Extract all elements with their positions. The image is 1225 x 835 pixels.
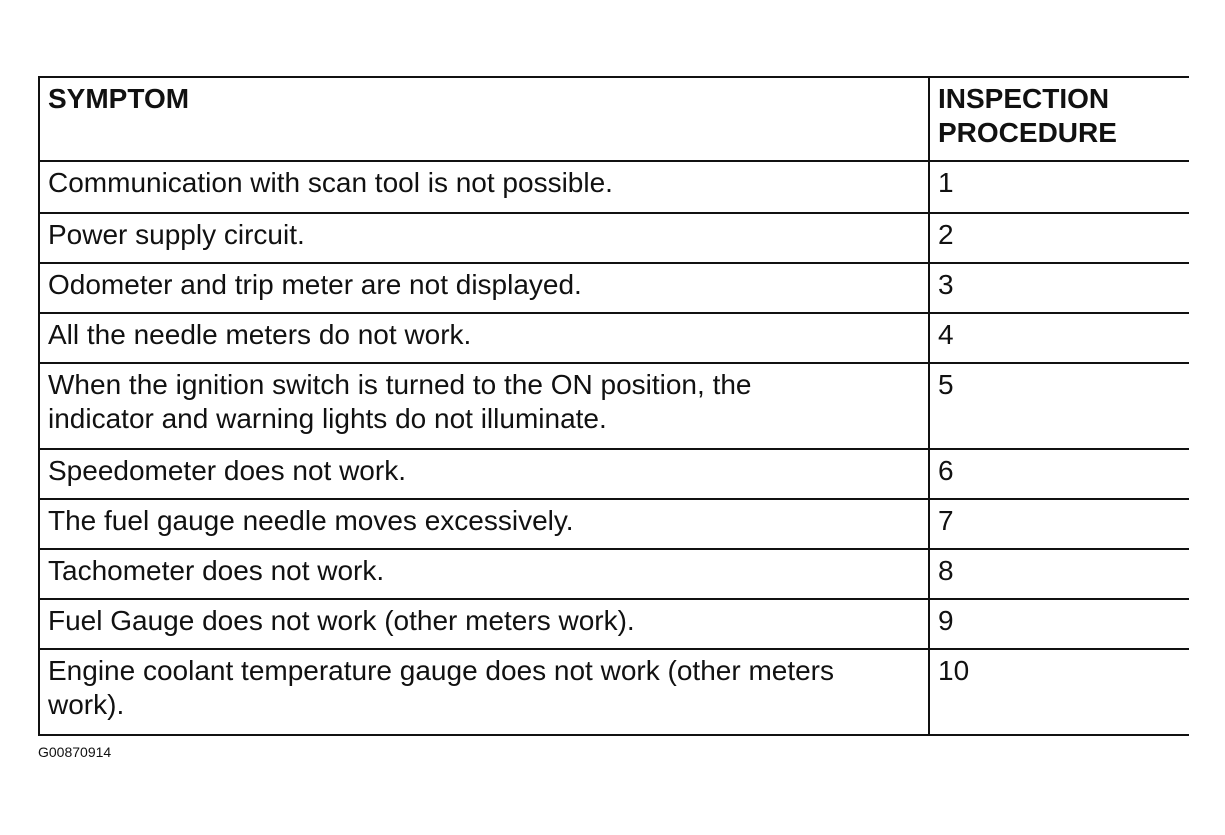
symptom-cell: All the needle meters do not work. — [39, 313, 929, 363]
symptom-line: Engine coolant temperature gauge does not work (other meters — [48, 655, 835, 686]
procedure-cell: 10 — [929, 649, 1189, 735]
procedure-cell: 4 — [929, 313, 1189, 363]
figure-id-label: G00870914 — [38, 744, 112, 760]
table-row — [39, 161, 1189, 213]
symptom-header-label: SYMPTOM — [48, 83, 190, 114]
table-row — [39, 599, 1189, 649]
procedure-cell: 2 — [929, 213, 1189, 263]
symptom-cell: Communication with scan tool is not possible. — [39, 161, 929, 213]
table-row — [39, 499, 1189, 549]
symptom-line: When the ignition switch is turned to the ON position, the — [48, 369, 752, 400]
table-row — [39, 263, 1189, 313]
procedure-cell: 8 — [929, 549, 1189, 599]
table-row — [39, 213, 1189, 263]
symptom-cell: The fuel gauge needle moves excessively. — [39, 499, 929, 549]
table-row — [39, 363, 1189, 449]
procedure-cell: 3 — [929, 263, 1189, 313]
symptom-cell: Odometer and trip meter are not displayed. — [39, 263, 929, 313]
symptom-cell: Fuel Gauge does not work (other meters work). — [39, 599, 929, 649]
symptom-line: work). — [48, 689, 125, 720]
table-row — [39, 649, 1189, 735]
symptom-cell: Power supply circuit. — [39, 213, 929, 263]
symptom-cell — [39, 363, 929, 449]
symptom-line: indicator and warning lights do not illuminate. — [48, 403, 607, 434]
procedure-cell: 9 — [929, 599, 1189, 649]
procedure-cell: 1 — [929, 161, 1189, 213]
symptom-cell: Speedometer does not work. — [39, 449, 929, 499]
table-row — [39, 549, 1189, 599]
table-row — [39, 313, 1189, 363]
procedure-header-line1: INSPECTION — [938, 83, 1110, 114]
inspection-procedure-column-header — [929, 77, 1189, 161]
procedure-cell: 6 — [929, 449, 1189, 499]
table-row — [39, 449, 1189, 499]
procedure-header-line2: PROCEDURE — [938, 117, 1117, 148]
procedure-cell: 5 — [929, 363, 1189, 449]
symptom-cell: Tachometer does not work. — [39, 549, 929, 599]
symptom-column-header — [39, 77, 929, 161]
symptom-cell — [39, 649, 929, 735]
table-header-row — [39, 77, 1189, 161]
procedure-cell: 7 — [929, 499, 1189, 549]
symptom-table — [38, 76, 1189, 736]
